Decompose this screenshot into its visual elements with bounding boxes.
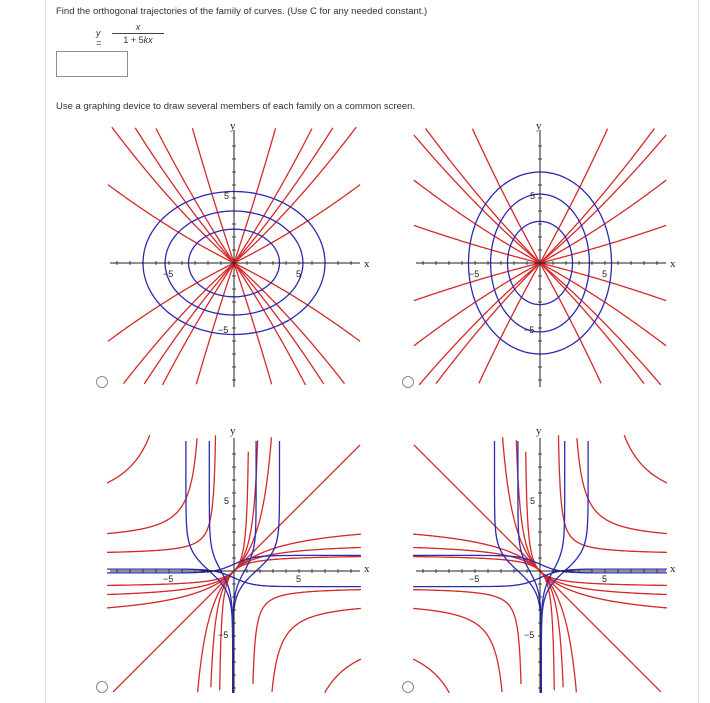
family-curve: [526, 452, 667, 586]
tick-label-pos-y: 5: [224, 496, 230, 506]
answer-input[interactable]: [56, 51, 128, 77]
tick-label-neg-x: −5: [469, 269, 480, 279]
x-axis-label: x: [364, 563, 370, 575]
family-curve: [272, 608, 361, 692]
family-curve: [196, 128, 275, 384]
tick-label-neg-y: −5: [524, 325, 535, 335]
family-curve: [479, 129, 608, 384]
family-curve: [559, 435, 667, 552]
graph-option-b[interactable]: [411, 115, 676, 390]
family-curve: [624, 435, 667, 483]
family-curve: [107, 438, 197, 533]
family-curve: [577, 438, 667, 533]
tick-label-pos-x: 5: [602, 574, 608, 584]
equation-numerator: x: [135, 22, 141, 32]
tick-label-neg-x: −5: [163, 269, 174, 279]
radio-option-d[interactable]: [402, 681, 414, 693]
family-curve: [107, 435, 215, 552]
graph-option-d[interactable]: [411, 423, 676, 695]
graph-a-svg: [105, 115, 370, 390]
tick-label-pos-y: 5: [224, 191, 230, 201]
instruction-text: Use a graphing device to draw several members of each family on a common screen.: [56, 101, 416, 112]
tick-label-neg-y: −5: [524, 630, 535, 640]
family-curve: [192, 128, 271, 384]
tick-label-pos-y: 5: [530, 496, 536, 506]
family-curve: [413, 590, 521, 684]
family-curve: [253, 590, 361, 684]
radio-option-b[interactable]: [402, 376, 414, 388]
tick-label-pos-y: 5: [530, 191, 536, 201]
x-axis-label: x: [364, 258, 370, 270]
tick-label-neg-x: −5: [469, 574, 480, 584]
tick-label-pos-x: 5: [602, 269, 608, 279]
denominator-var: kx: [143, 35, 153, 45]
question-text: Find the orthogonal trajectories of the family of curves. (Use C for any needed constant.): [56, 6, 428, 17]
equation-fraction: [112, 22, 164, 45]
family-curve: [413, 608, 502, 692]
family-curve: [413, 659, 449, 693]
graph-option-a[interactable]: [105, 115, 370, 390]
tick-label-pos-x: 5: [296, 574, 302, 584]
y-axis-label: y: [230, 425, 236, 437]
family-curve: [414, 445, 661, 692]
x-axis-label: x: [670, 563, 676, 575]
x-axis-label: x: [670, 258, 676, 270]
family-curve: [107, 452, 248, 586]
family-curve: [107, 435, 150, 483]
denominator-prefix: 1 + 5: [123, 35, 144, 45]
graph-c-axes: [110, 438, 360, 693]
family-curve: [156, 128, 306, 385]
tick-label-neg-y: −5: [218, 630, 229, 640]
y-axis-label: y: [536, 120, 542, 132]
graph-c-svg: [105, 423, 370, 695]
fraction-bar: [112, 33, 164, 34]
equation-lhs: y =: [96, 28, 102, 48]
radio-option-c[interactable]: [96, 681, 108, 693]
graph-b-svg: [411, 115, 676, 390]
family-curve: [113, 445, 360, 692]
trajectory-curve: [233, 441, 256, 693]
graph-d-svg: [411, 423, 676, 695]
family-curve: [472, 129, 601, 384]
radio-option-a[interactable]: [96, 376, 108, 388]
family-curve: [325, 659, 361, 693]
y-axis-label: y: [230, 120, 236, 132]
tick-label-neg-x: −5: [163, 574, 174, 584]
trajectory-curve: [518, 441, 541, 693]
family-curve: [163, 129, 313, 386]
tick-label-pos-x: 5: [296, 269, 302, 279]
graph-option-c[interactable]: [105, 423, 370, 695]
tick-label-neg-y: −5: [218, 325, 229, 335]
y-axis-label: y: [536, 425, 542, 437]
equation-denominator: [112, 35, 164, 45]
